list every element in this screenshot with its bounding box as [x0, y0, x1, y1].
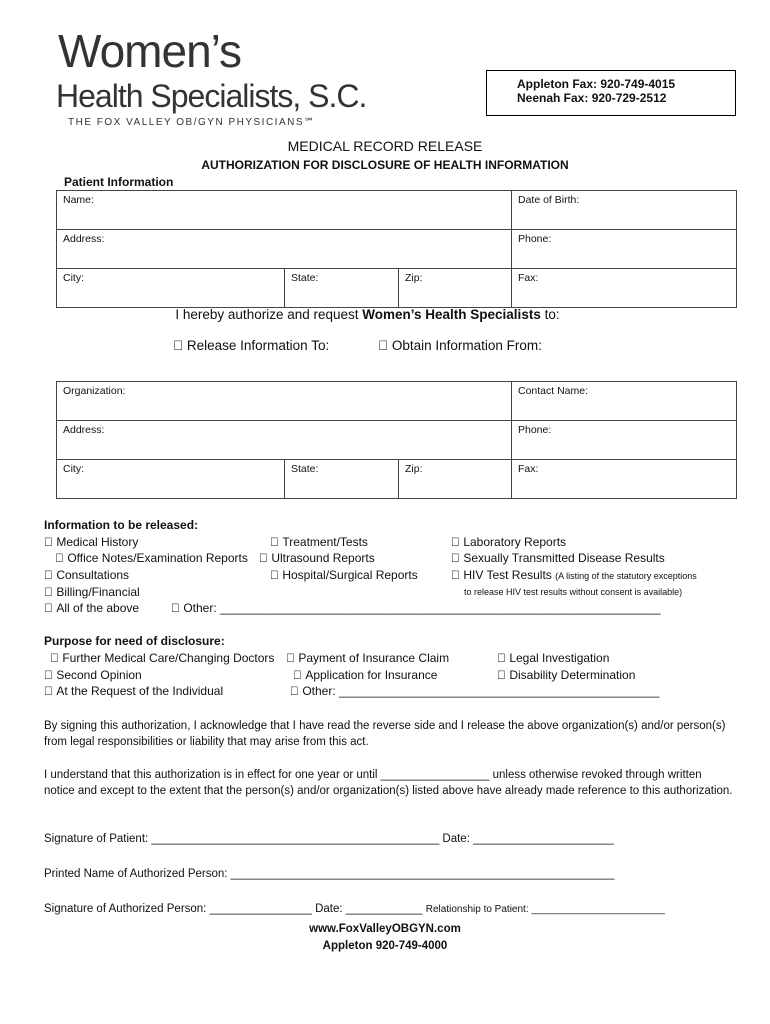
other-info-checkbox[interactable]: Other: __________________________________________________________________: [171, 601, 649, 615]
payment-claim-checkbox[interactable]: Payment of Insurance Claim: [286, 651, 437, 665]
authorized-signature-line[interactable]: Signature of Authorized Person: ________________ Date: ____________ Relationship to Patient: ________________________: [44, 903, 665, 915]
other-purpose-checkbox[interactable]: Other: ________________________________________________: [290, 684, 648, 698]
hiv-note: to release HIV test results without consent is available): [464, 587, 683, 597]
further-care-checkbox[interactable]: Further Medical Care/Changing Doctors: [50, 651, 263, 665]
printed-name-line[interactable]: Printed Name of Authorized Person: ____________________________________________________________: [44, 868, 615, 880]
billing-checkbox[interactable]: Billing/Financial: [44, 585, 128, 599]
lab-reports-checkbox[interactable]: Laboratory Reports: [451, 535, 554, 549]
disability-checkbox[interactable]: Disability Determination: [497, 668, 624, 682]
info-released-heading: Information to be released:: [44, 518, 199, 532]
patient-info-heading: Patient Information: [64, 175, 174, 189]
patient-fax-field[interactable]: Fax:: [511, 269, 736, 308]
second-opinion-checkbox[interactable]: Second Opinion: [44, 668, 130, 682]
patient-phone-field[interactable]: Phone:: [511, 230, 736, 269]
std-results-checkbox[interactable]: Sexually Transmitted Disease Results: [451, 551, 653, 565]
hiv-results-checkbox[interactable]: HIV Test Results (A listing of the statutory exceptions: [451, 568, 685, 582]
appleton-fax: Appleton Fax: 920-749-4015: [517, 77, 676, 91]
treatment-tests-checkbox[interactable]: Treatment/Tests: [270, 535, 356, 549]
org-phone-field[interactable]: Phone:: [511, 421, 736, 460]
office-notes-checkbox[interactable]: Office Notes/Examination Reports: [55, 551, 236, 565]
medical-history-checkbox[interactable]: Medical History: [44, 535, 127, 549]
patient-signature-line[interactable]: Signature of Patient: _____________________________________________ Date: ______________________: [44, 833, 614, 845]
release-to-checkbox[interactable]: Release Information To:: [173, 338, 316, 353]
org-zip-field[interactable]: Zip:: [399, 460, 512, 499]
patient-dob-field[interactable]: Date of Birth:: [511, 191, 736, 230]
effect-paragraph: I understand that this authorization is in effect for one year or until _________________ unless otherwise revoked through written notice and except to the extent that the person(s) and/or organization(s) listed above have already made reference to this authorization.: [44, 769, 733, 797]
hospital-surgical-checkbox[interactable]: Hospital/Surgical Reports: [270, 568, 406, 582]
patient-zip-field[interactable]: Zip:: [399, 269, 512, 308]
organization-field[interactable]: Organization:: [57, 382, 512, 421]
org-fax-field[interactable]: Fax:: [511, 460, 736, 499]
organization-table: [56, 381, 737, 499]
consultations-checkbox[interactable]: Consultations: [44, 568, 117, 582]
patient-state-field[interactable]: State:: [285, 269, 399, 308]
patient-name-field[interactable]: Name:: [57, 191, 512, 230]
patient-city-field[interactable]: City:: [57, 269, 285, 308]
footer-phone: Appleton 920-749-4000: [322, 940, 448, 952]
legal-investigation-checkbox[interactable]: Legal Investigation: [497, 651, 598, 665]
authorize-statement: I hereby authorize and request Women’s Health Specialists to:: [175, 307, 560, 322]
neenah-fax: Neenah Fax: 920-729-2512: [517, 91, 667, 105]
patient-address-field[interactable]: Address:: [57, 230, 512, 269]
logo-tagline: THE FOX VALLEY OB/GYN PHYSICIANS℠: [68, 117, 316, 128]
ultrasound-checkbox[interactable]: Ultrasound Reports: [259, 551, 363, 565]
all-above-checkbox[interactable]: All of the above: [44, 601, 127, 615]
footer-website: www.FoxValleyOBGYN.com: [309, 923, 461, 935]
application-insurance-checkbox[interactable]: Application for Insurance: [293, 668, 426, 682]
logo-health-specialists: Health Specialists, S.C.: [56, 78, 367, 114]
fax-box: [486, 70, 736, 116]
obtain-from-checkbox[interactable]: Obtain Information From:: [378, 338, 529, 353]
org-city-field[interactable]: City:: [57, 460, 285, 499]
org-state-field[interactable]: State:: [285, 460, 399, 499]
acknowledge-paragraph: By signing this authorization, I acknowledge that I have read the reverse side and I release the above organization(s) and/or person(s) from legal responsibilities or liability that may arise from this act.: [44, 720, 726, 748]
page-title: MEDICAL RECORD RELEASE: [287, 138, 483, 154]
org-address-field[interactable]: Address:: [57, 421, 512, 460]
contact-name-field[interactable]: Contact Name:: [511, 382, 736, 421]
purpose-heading: Purpose for need of disclosure:: [44, 634, 225, 648]
page-subtitle: AUTHORIZATION FOR DISCLOSURE OF HEALTH INFORMATION: [201, 158, 569, 172]
logo-womens: Women’s: [58, 25, 242, 77]
request-individual-checkbox[interactable]: At the Request of the Individual: [44, 684, 211, 698]
patient-info-table: [56, 190, 737, 308]
